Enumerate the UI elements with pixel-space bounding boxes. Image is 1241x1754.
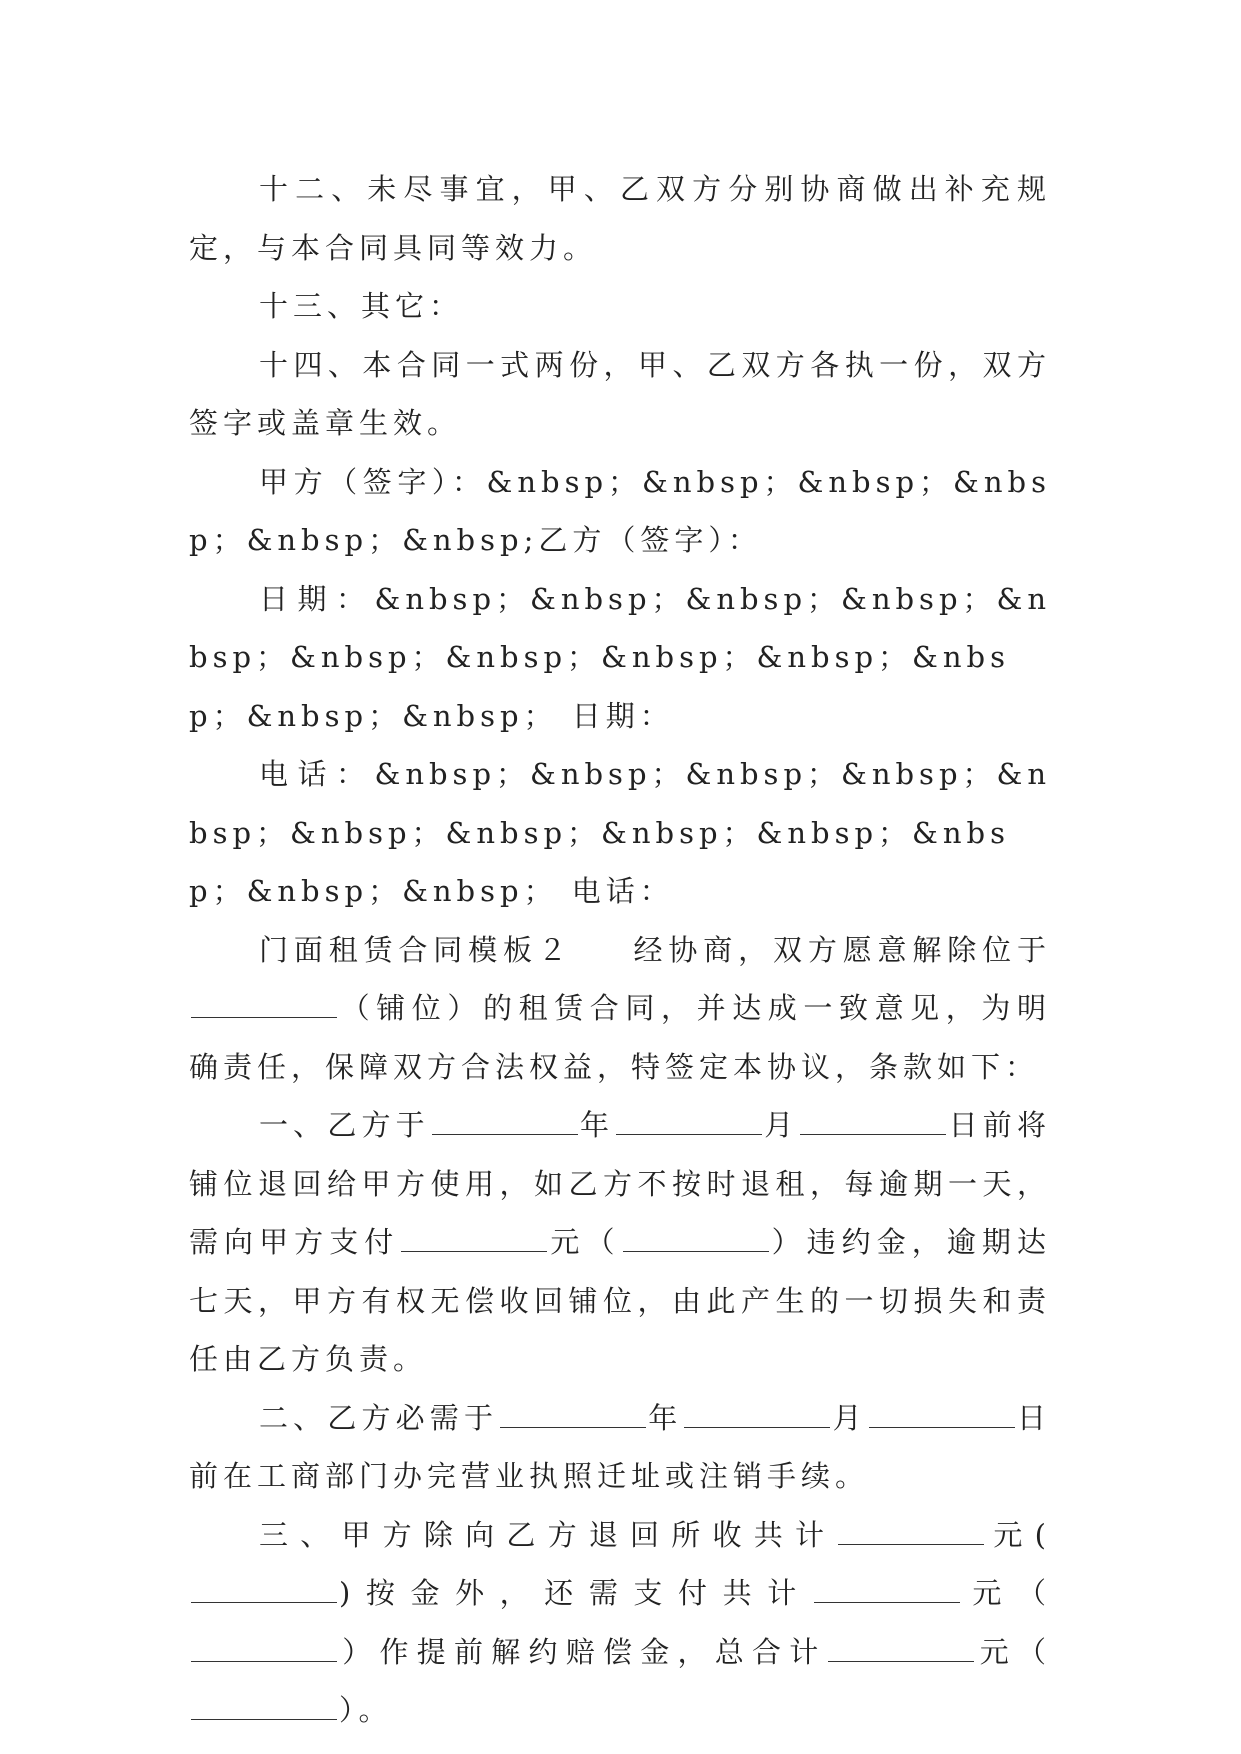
document-page [189, 160, 1051, 1740]
signature-line: 甲方（签字）：&nbsp；&nbsp；&nbsp；&nbsp；&nbsp；&nbsp;乙方（签字）： [189, 464, 1051, 557]
blank-deposit [838, 1516, 984, 1545]
clause3-text-g: ）。 [339, 1693, 393, 1727]
paragraph-clause-14: 十四、本合同一式两份，甲、乙双方各执一份，双方签字或盖章生效。 [189, 347, 1051, 440]
template2-title: 门面租赁合同模板２ [259, 932, 573, 967]
clause3-text-b: 元( [986, 1517, 1051, 1552]
clause3-text-a: 三、甲方除向乙方退回所收共计 [259, 1517, 837, 1552]
paragraph-clause-1 [189, 1096, 1051, 1389]
clause2-text-a: 二、乙方必需于 [259, 1400, 499, 1435]
paragraph-clause-2 [189, 1389, 1051, 1506]
paragraph-clause-3 [189, 1506, 1051, 1740]
phone-line: 电话：&nbsp；&nbsp；&nbsp；&nbsp；&nbsp；&nbsp；&nbsp；&nbsp；&nbsp；&nbsp；&nbsp；&nbsp； 电话： [189, 757, 1051, 908]
intro-text-a: 经协商，双方愿意解除位于 [632, 932, 1051, 967]
blank-year [500, 1399, 646, 1428]
clause3-text-d: 元（ [961, 1576, 1051, 1610]
intro-text-b: （铺位）的租赁合同，并达成一致意见，为明确责任，保障双方合法权益，特签定本协议，条款如下： [189, 991, 1051, 1084]
blank-total [828, 1633, 974, 1662]
paragraph-clause-13: 十三、其它： [259, 289, 464, 323]
blank-day [869, 1399, 1015, 1428]
clause3-text-e: ）作提前解约赔偿金，总合计 [339, 1634, 827, 1669]
blank-compensation-words [191, 1633, 337, 1662]
paragraph-clause-12: 十二、未尽事宜，甲、乙双方分别协商做出补充规定，与本合同具同等效力。 [189, 172, 1051, 265]
clause1-text-a: 一、乙方于 [259, 1108, 430, 1142]
date-line: 日期：&nbsp；&nbsp；&nbsp；&nbsp；&nbsp；&nbsp；&nbsp；&nbsp；&nbsp；&nbsp；&nbsp；&nbsp； 日期： [189, 581, 1051, 733]
clause3-text-f: 元（ [976, 1634, 1051, 1669]
blank-day [800, 1106, 946, 1135]
blank-month [684, 1399, 830, 1428]
blank-location [191, 989, 337, 1018]
clause1-text-e: 元（ [549, 1225, 621, 1259]
clause2-text-b: 年 [648, 1400, 683, 1435]
blank-compensation [814, 1574, 960, 1603]
blank-deposit-words [191, 1574, 337, 1603]
clause1-text-f: ）违约金，逾期达七天，甲方有权无偿收回铺位，由此产生的一切损失和责任由乙方负责。 [189, 1225, 1051, 1376]
clause1-text-b: 年 [579, 1108, 615, 1142]
clause2-text-d: 日前在工商部门办完营业执照迁址或注销手续。 [189, 1400, 1051, 1493]
clause3-text-c: )按金外，还需支付共计 [339, 1576, 812, 1610]
clause1-text-d: 日前将铺位退回给甲方使用，如乙方不按时退租，每逾期一天，需向甲方支付 [189, 1108, 1051, 1259]
blank-amount [401, 1223, 547, 1252]
blank-year [432, 1106, 578, 1135]
blank-month [616, 1106, 762, 1135]
blank-total-words [191, 1691, 337, 1720]
clause1-text-c: 月 [764, 1108, 799, 1142]
blank-amount-words [623, 1223, 769, 1252]
clause2-text-c: 月 [832, 1400, 867, 1435]
template2-intro [189, 921, 1051, 1097]
